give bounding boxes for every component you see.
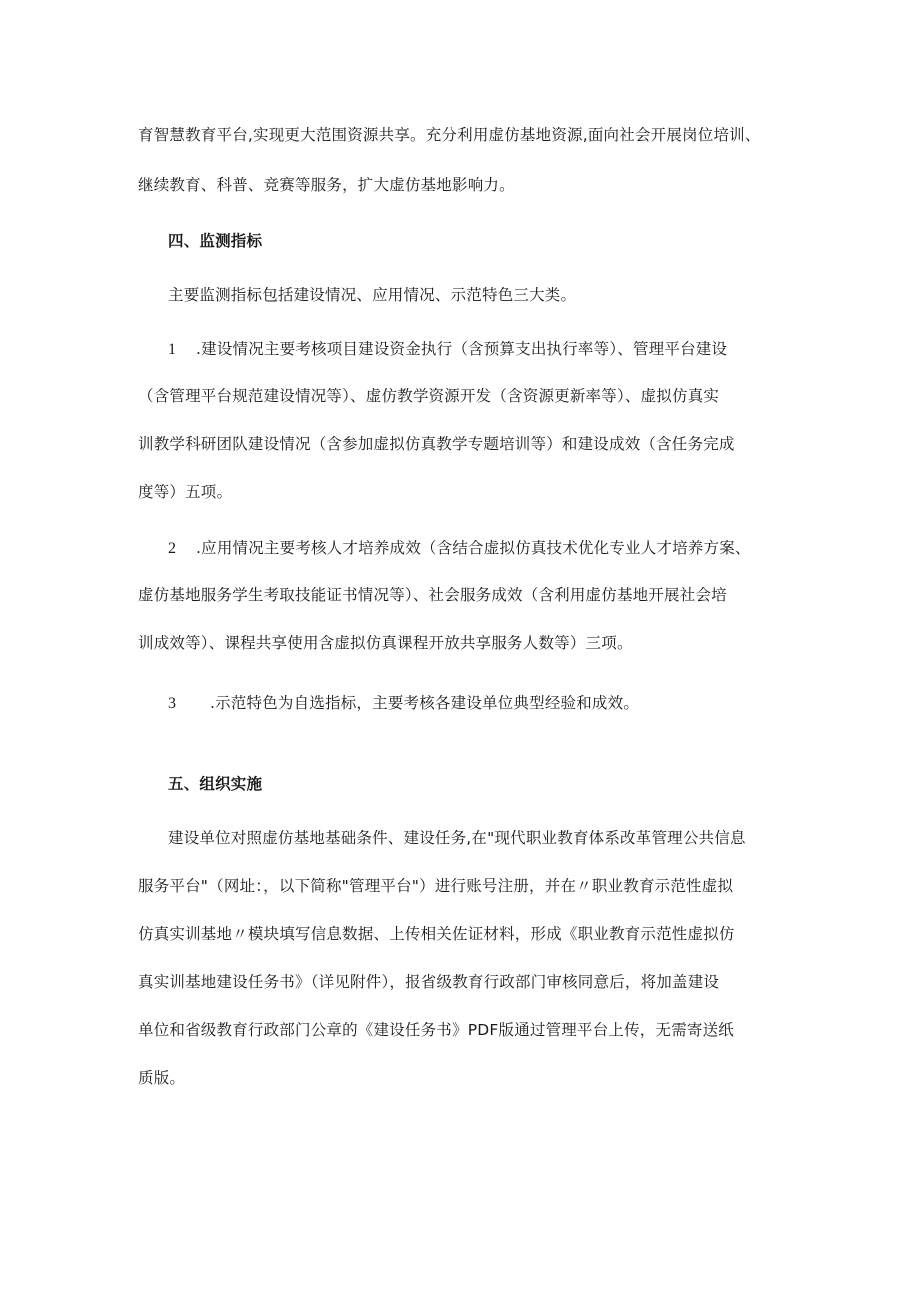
item-1-number: 1 bbox=[168, 341, 177, 358]
section-5-line-3: 仿真实训基地〃模块填写信息数据、上传相关佐证材料，形成《职业教育示范性虚拟仿 bbox=[138, 925, 735, 943]
section-4-heading: 四、监测指标 bbox=[168, 232, 263, 250]
item-1-line-2: （含管理平台规范建设情况等）、虚仿教学资源开发（含资源更新率等）、虚拟仿真实 bbox=[138, 387, 720, 405]
item-2-line-3: 训成效等）、课程共享使用含虚拟仿真课程开放共享服务人数等）三项。 bbox=[138, 634, 633, 652]
item-3-text: .示范特色为自选指标，主要考核各建设单位典型经验和成效。 bbox=[210, 694, 640, 712]
item-3-number: 3 bbox=[168, 695, 177, 712]
item-1-line-3: 训教学科研团队建设情况（含参加虚拟仿真教学专题培训等）和建设成效（含任务完成 bbox=[138, 435, 735, 453]
intro-line-2: 继续教育、科普、竞赛等服务，扩大虚仿基地影响力。 bbox=[138, 176, 515, 194]
item-1-text: .建设情况主要考核项目建设资金执行（含预算支出执行率等）、管理平台建设 bbox=[196, 340, 728, 358]
item-2-number: 2 bbox=[168, 540, 177, 557]
section-5-line-4: 真实训基地建设任务书》（详见附件），报省级教育行政部门审核同意后，将加盖建设 bbox=[138, 973, 720, 991]
section-5-line-2: 服务平台"（网址：，以下简称"管理平台"）进行账号注册，并在〃职业教育示范性虚拟 bbox=[138, 877, 734, 895]
item-1-line-1 bbox=[168, 338, 798, 361]
section-5-line-5: 单位和省级教育行政部门公章的《建设任务书》PDF版通过管理平台上传，无需寄送纸 bbox=[138, 1021, 735, 1039]
section-4-intro: 主要监测指标包括建设情况、应用情况、示范特色三大类。 bbox=[168, 286, 577, 304]
section-5-line-1: 建设单位对照虚仿基地基础条件、建设任务,在"现代职业教育体系改革管理公共信息 bbox=[168, 829, 746, 847]
item-2-text: .应用情况主要考核人才培养成效（含结合虚拟仿真技术优化专业人才培养方案、 bbox=[196, 539, 751, 557]
item-2-line-1 bbox=[168, 537, 798, 560]
section-5-line-6: 质版。 bbox=[138, 1069, 186, 1087]
section-5-heading: 五、组织实施 bbox=[168, 775, 263, 793]
item-2-line-2: 虚仿基地服务学生考取技能证书情况等）、社会服务成效（含利用虚仿基地开展社会培 bbox=[138, 586, 727, 604]
item-1-line-4: 度等）五项。 bbox=[138, 483, 233, 501]
item-3-line bbox=[168, 692, 798, 715]
intro-line-1: 育智慧教育平台,实现更大范围资源共享。充分利用虚仿基地资源,面向社会开展岗位培训、 bbox=[138, 126, 761, 144]
